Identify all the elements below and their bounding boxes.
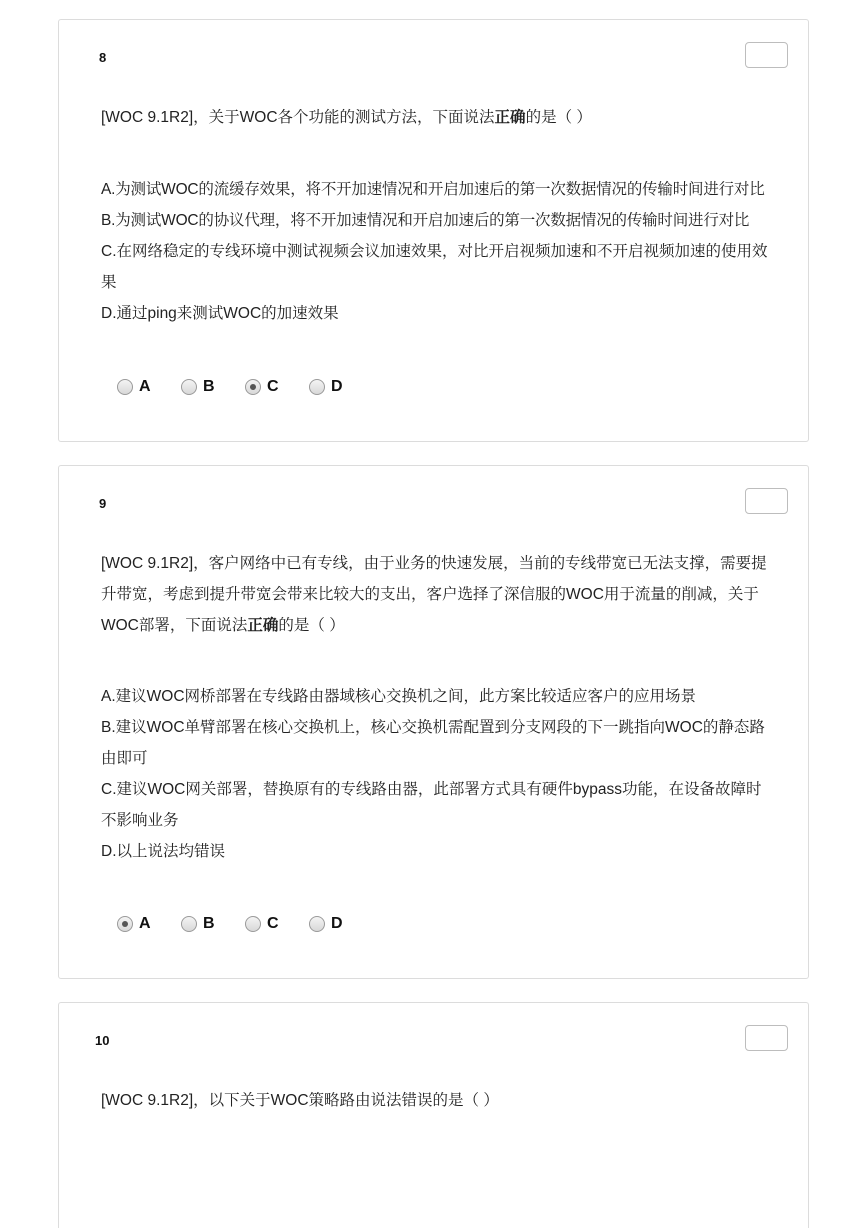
choice-b[interactable]: B [181, 915, 245, 933]
choice-a[interactable]: A [117, 378, 181, 396]
option-list [101, 174, 773, 329]
option-text-a: A.建议WOC网桥部署在专线路由器域核心交换机之间，此方案比较适应客户的应用场景 [101, 688, 697, 705]
radio-c[interactable] [245, 916, 261, 932]
option-text-a: A.为测试WOC的流缓存效果，将不开加速情况和开启加速后的第一次数据情况的传输时间进行对比 [101, 181, 765, 198]
question-stem: [WOC 9.1R2]，关于WOC各个功能的测试方法，下面说法正确的是（ ） [101, 109, 592, 126]
option-text-b: B.建议WOC单臂部署在核心交换机上，核心交换机需配置到分支网段的下一跳指向WOC的静态路由即可 [101, 719, 765, 767]
option-text-b: B.为测试WOC的协议代理，将不开加速情况和开启加速后的第一次数据情况的传输时间进行对比 [101, 212, 750, 229]
answer-input-box[interactable] [745, 42, 788, 68]
question-card-9 [58, 465, 809, 979]
option-text-c: C.在网络稳定的专线环境中测试视频会议加速效果，对比开启视频加速和不开启视频加速的使用效果 [101, 243, 768, 291]
choice-d[interactable]: D [309, 915, 373, 933]
radio-b[interactable] [181, 916, 197, 932]
question-number: 10 [95, 1033, 110, 1048]
stem-emphasis: 正确 [494, 109, 526, 126]
answer-input-box[interactable] [745, 488, 788, 514]
option-text-c: C.建议WOC网关部署，替换原有的专线路由器，此部署方式具有硬件bypass功能，在设备故障时不影响业务 [101, 781, 762, 829]
answer-input-box[interactable] [745, 1025, 788, 1051]
question-number: 9 [99, 496, 107, 511]
radio-b[interactable] [181, 379, 197, 395]
question-card-8 [58, 19, 809, 442]
choice-c[interactable]: C [245, 378, 309, 396]
choice-a[interactable]: A [117, 915, 181, 933]
answer-choices [117, 915, 373, 933]
choice-d[interactable]: D [309, 378, 373, 396]
radio-a[interactable] [117, 916, 133, 932]
question-number: 8 [99, 50, 107, 65]
radio-d[interactable] [309, 916, 325, 932]
option-list [101, 681, 773, 867]
answer-choices [117, 378, 373, 396]
option-text-d: D.以上说法均错误 [101, 843, 226, 860]
radio-a[interactable] [117, 379, 133, 395]
option-text-d: D.通过ping来测试WOC的加速效果 [101, 305, 339, 322]
question-stem: [WOC 9.1R2]，以下关于WOC策略路由说法错误的是（ ） [101, 1092, 499, 1109]
choice-c[interactable]: C [245, 915, 309, 933]
radio-d[interactable] [309, 379, 325, 395]
question-card-10 [58, 1002, 809, 1228]
question-stem: [WOC 9.1R2]，客户网络中已有专线，由于业务的快速发展，当前的专线带宽已无法支撑，需要提升带宽，考虑到提升带宽会带来比较大的支出，客户选择了深信服的WOC用于流量的削减，关于WOC部署，下面说法正确的是（ ） [101, 555, 767, 634]
stem-emphasis: 正确 [247, 617, 279, 634]
radio-c[interactable] [245, 379, 261, 395]
choice-b[interactable]: B [181, 378, 245, 396]
